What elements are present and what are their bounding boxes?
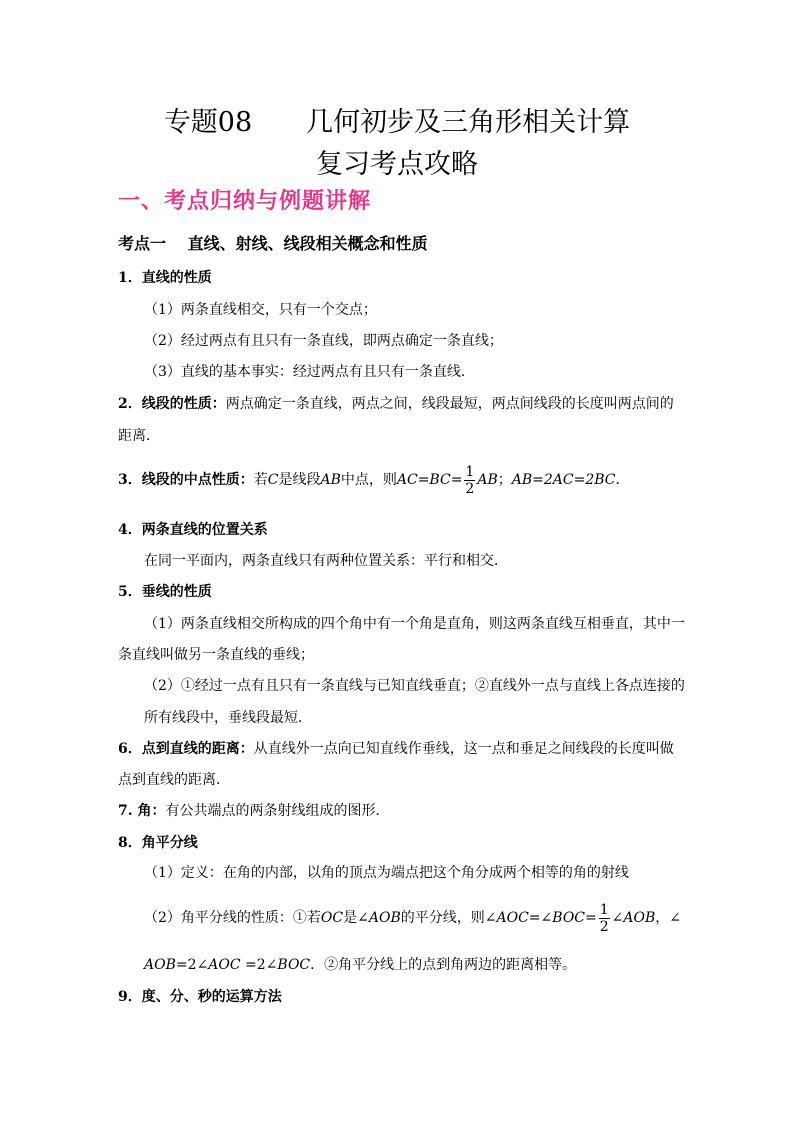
math-var: AOC [496, 910, 529, 926]
math-var: AOB [368, 910, 401, 926]
item-3-text: 中点，则 [340, 472, 397, 488]
math-expression: AB=2AC=2BC [511, 472, 616, 488]
item-3-text: 是线段 [278, 472, 321, 488]
item-6-text: 从直线外一点向已知直线作垂线，这一点和垂足之间线段的长度叫做 [253, 741, 674, 757]
item-3-heading: 3．线段的中点性质： [118, 472, 254, 488]
math-var: AOB [623, 910, 656, 926]
item-7-heading: 7. 角： [118, 803, 166, 819]
item-8-text: ，∠ [655, 910, 682, 926]
document-title-line2: 复习考点攻略 [316, 149, 478, 180]
item-1-point-1: （1）两条直线相交，只有一个交点； [144, 302, 377, 318]
item-5-point-2-continuation: 所有线段中，垂线段最短． [144, 710, 312, 726]
item-2-text: 两点确定一条直线，两点之间，线段最短，两点间线段的长度叫两点间的 [225, 396, 674, 412]
math-var: C [267, 472, 279, 488]
math-var: AOC [208, 957, 241, 973]
item-6-continuation: 点到直线的距离． [118, 772, 230, 788]
item-8-text: ．②角平分线上的点到角两边的距离相等。 [310, 957, 577, 973]
fraction-one-half [464, 464, 475, 497]
item-8-text: ∠ [611, 910, 624, 926]
item-4-text: 在同一平面内，两条直线只有两种位置关系：平行和相交． [144, 553, 508, 569]
item-7 [118, 801, 390, 821]
math-var: AB [477, 472, 498, 488]
item-1-point-2: （2）经过两点有且只有一条直线，即两点确定一条直线； [144, 333, 503, 349]
fraction-numerator: 1 [599, 901, 609, 918]
item-6-heading: 6．点到直线的距离： [118, 741, 254, 757]
item-1-point-3: （3）直线的基本事实：经过两点有且只有一条直线． [144, 364, 475, 380]
math-var: BOC [552, 910, 586, 926]
item-3-text: ． [615, 472, 630, 488]
item-8-text: =∠ [528, 910, 553, 926]
item-5-heading: 5．垂线的性质 [118, 584, 212, 600]
item-5-point-1-continuation: 条直线叫做另一条直线的垂线； [118, 647, 314, 663]
item-1-heading: 1．直线的性质 [118, 270, 212, 286]
item-2-continuation: 距离． [118, 428, 160, 444]
item-8-text: =2∠ [175, 957, 209, 973]
item-8-property [144, 900, 681, 936]
item-8-text: =2∠ [240, 957, 278, 973]
item-8-text: 的平分线，则∠ [400, 910, 497, 926]
item-2 [118, 394, 674, 414]
math-expression: AC=BC= [396, 472, 463, 488]
item-8-text: （2）角平分线的性质：①若 [144, 910, 321, 926]
section-heading: 一、考点归纳与例题讲解 [118, 189, 372, 214]
item-8-definition: （1）定义：在角的内部，以角的顶点为端点把这个角分成两个相等的角的射线 [144, 865, 629, 881]
document-title-line1: 专题08 几何初步及三角形相关计算 [163, 107, 631, 138]
item-8-heading: 8．角平分线 [118, 835, 198, 851]
item-2-heading: 2．线段的性质： [118, 396, 226, 412]
item-8-text: = [585, 910, 597, 926]
item-4-heading: 4．两条直线的位置关系 [118, 522, 268, 538]
item-5-point-2: （2）①经过一点有且只有一条直线与已知直线垂直；②直线外一点与直线上各点连接的 [144, 678, 685, 694]
fraction-numerator: 1 [465, 463, 475, 480]
math-var: OC [320, 910, 344, 926]
item-6 [118, 739, 674, 759]
fraction-denominator: 2 [465, 480, 475, 497]
math-var: BOC [277, 957, 311, 973]
fraction-one-half [599, 902, 610, 935]
item-3-text: ； [497, 472, 512, 488]
item-8-property-continuation [144, 955, 576, 975]
item-5-point-1: （1）两条直线相交所构成的四个角中有一个角是直角，则这两条直线互相垂直，其中一 [144, 616, 685, 632]
item-3 [118, 462, 630, 498]
math-var: AOB [144, 957, 176, 973]
math-var: AB [320, 472, 341, 488]
fraction-denominator: 2 [599, 918, 609, 935]
item-9-heading: 9．度、分、秒的运算方法 [118, 989, 282, 1005]
item-7-text: 有公共端点的两条射线组成的图形． [165, 803, 390, 819]
kaodian-heading: 考点一 直线、射线、线段相关概念和性质 [118, 234, 428, 253]
item-3-text: 若 [253, 472, 268, 488]
item-8-text: 是∠ [343, 910, 369, 926]
